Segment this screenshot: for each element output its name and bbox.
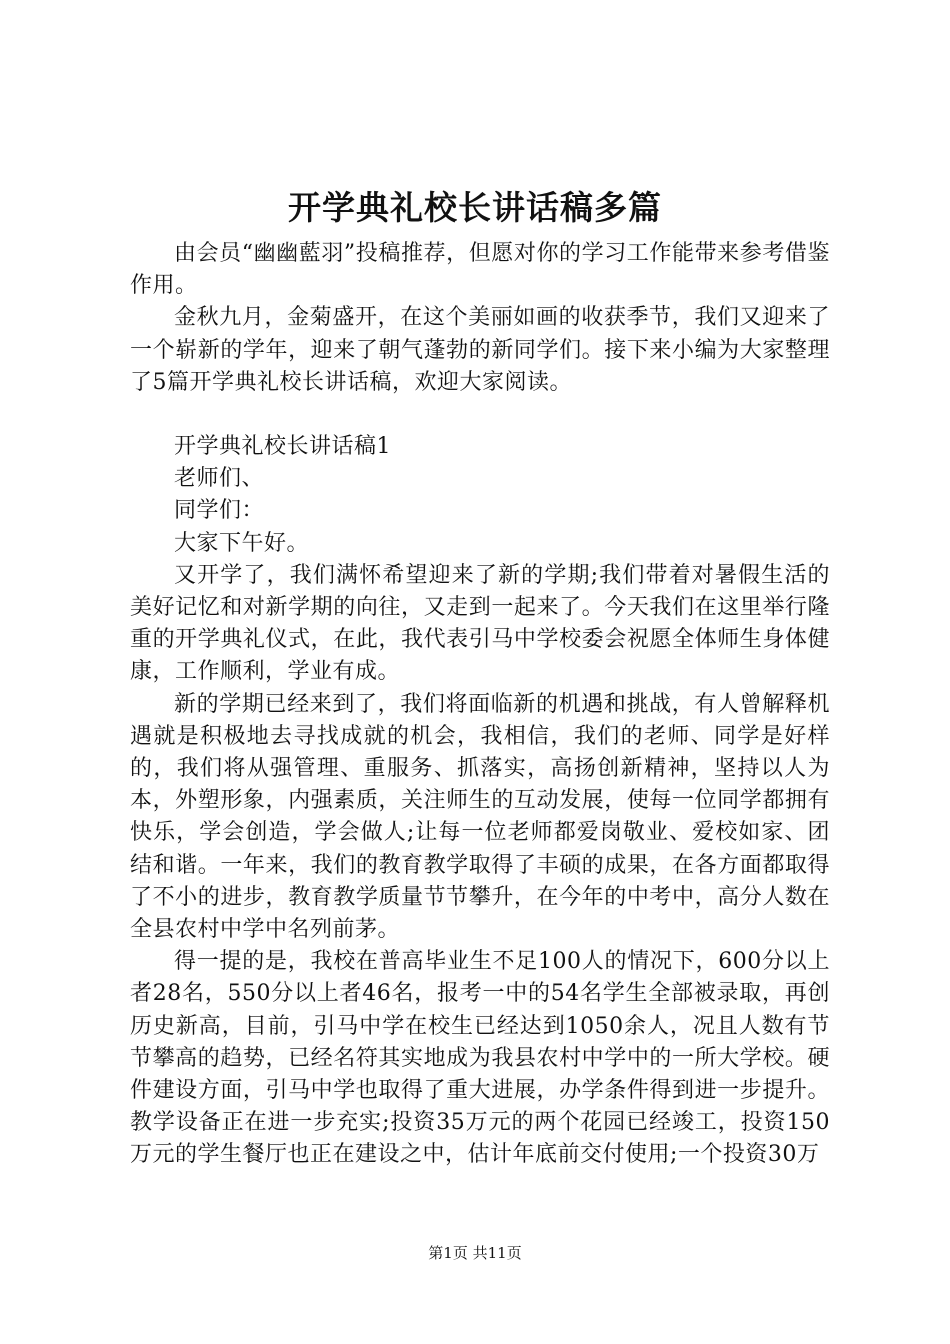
intro-paragraph: 金秋九月，金菊盛开，在这个美丽如画的收获季节，我们又迎来了一个崭新的学年，迎来了朝气蓬勃的新同学们。接下来小编为大家整理了5篇开学典礼校长讲话稿，欢迎大家阅读。 — [130, 305, 830, 395]
section-title: 开学典礼校长讲话稿1 — [174, 434, 391, 460]
greeting: 大家下午好。 — [174, 530, 310, 556]
intro-paragraph: 由会员“幽幽藍羽”投稿推荐，但愿对你的学习工作能带来参考借鉴作用。 — [130, 241, 830, 299]
document-title: 开学典礼校长讲话稿多篇 — [288, 188, 662, 227]
page-number-footer: 第1页 共11页 — [428, 1244, 522, 1262]
body-paragraph: 又开学了，我们满怀希望迎来了新的学期;我们带着对暑假生活的美好记忆和对新学期的向往，又走到一起来了。今天我们在这里举行隆重的开学典礼仪式，在此，我代表引马中学校委会祝愿全体师生身体健康，工作顺利，学业有成。 — [130, 562, 830, 685]
paragraph-gap — [130, 399, 830, 431]
salutation: 老师们、 — [174, 466, 265, 492]
body-paragraph: 新的学期已经来到了，我们将面临新的机遇和挑战，有人曾解释机遇就是积极地去寻找成就的机会，我相信，我们的老师、同学是好样的，我们将从强管理、重服务、抓落实，高扬创新精神，坚持以人为本，外塑形象，内强素质，关注师生的互动发展，使每一位同学都拥有快乐，学会创造，学会做人;让每一位老师都爱岗敬业、爱校如家、团结和谐。一年来，我们的教育教学取得了丰硕的成果，在各方面都取得了不小的进步，教育教学质量节节攀升，在今年的中考中，高分人数在全县农村中学中名列前茅。 — [130, 691, 830, 943]
salutation: 同学们： — [174, 498, 265, 524]
body-paragraph: 得一提的是，我校在普高毕业生不足100人的情况下，600分以上者28名，550分以上者46名，报考一中的54名学生全部被录取，再创历史新高，目前，引马中学在校生已经达到1050余人，况且人数有节节攀高的趋势，已经名符其实地成为我县农村中学中的一所大学校。硬件建设方面，引马中学也取得了重大进展，办学条件得到进一步提升。教学设备正在进一步充实;投资35万元的两个花园已经竣工，投资150万元的学生餐厅也正在建设之中，估计年底前交付使用;一个投资30万 — [130, 949, 830, 1168]
document-body — [130, 238, 830, 1172]
